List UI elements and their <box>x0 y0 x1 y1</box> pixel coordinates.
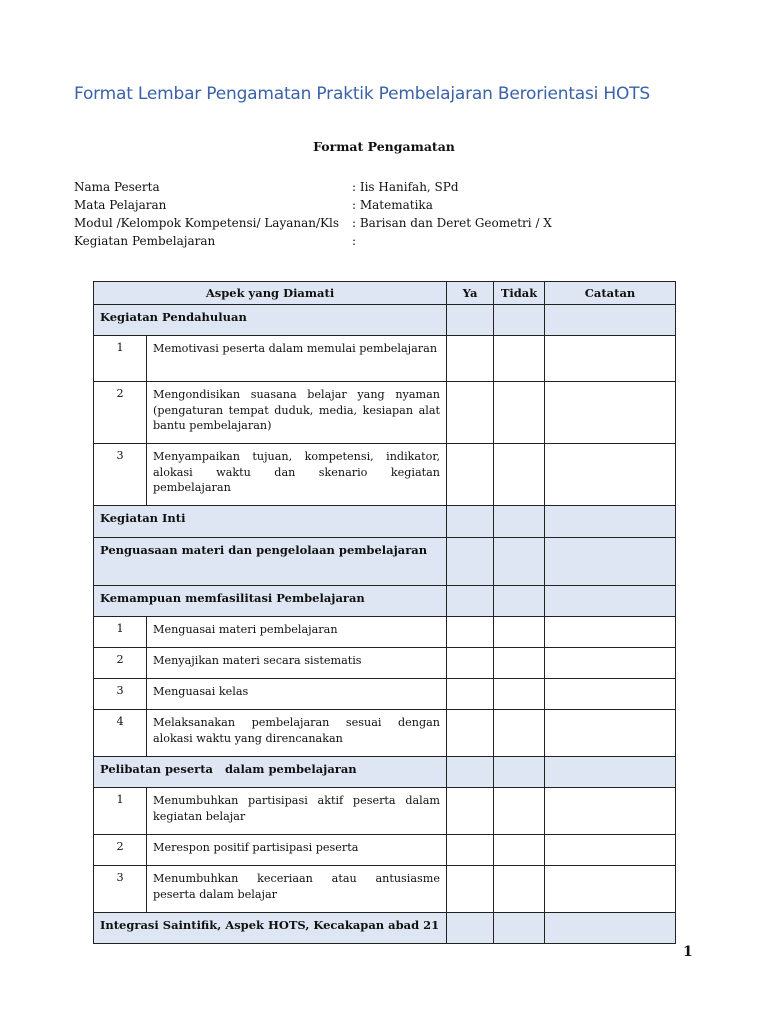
catatan-cell[interactable] <box>545 835 676 866</box>
ya-cell[interactable] <box>447 382 494 444</box>
ya-cell[interactable] <box>447 617 494 648</box>
meta-row-modul <box>74 214 694 232</box>
meta-row-nama-peserta <box>74 178 694 196</box>
ya-cell[interactable] <box>447 913 494 944</box>
tidak-cell[interactable] <box>494 788 545 835</box>
row-description: Melaksanakan pembelajaran sesuai dengan alokasi waktu yang direncanakan <box>147 710 447 757</box>
tidak-cell[interactable] <box>494 913 545 944</box>
header-ya: Ya <box>447 282 494 305</box>
row-description: Mengondisikan suasana belajar yang nyaman (pengaturan tempat duduk, media, kesiapan alat bantu pembelajaran) <box>147 382 447 444</box>
table-row <box>94 710 676 757</box>
meta-value: : Matematika <box>352 198 433 212</box>
document-title: Format Lembar Pengamatan Praktik Pembelajaran Berorientasi HOTS <box>74 84 650 104</box>
table-row <box>94 382 676 444</box>
ya-cell[interactable] <box>447 710 494 757</box>
section-title: Kegiatan Pendahuluan <box>94 305 447 336</box>
header-aspek: Aspek yang Diamati <box>94 282 447 305</box>
meta-label: Modul /Kelompok Kompetensi/ Layanan/Kls <box>74 216 340 230</box>
section-row-pendahuluan <box>94 305 676 336</box>
catatan-cell[interactable] <box>545 648 676 679</box>
table-row <box>94 336 676 382</box>
section-row-penguasaan-materi <box>94 538 676 586</box>
row-number: 2 <box>94 648 147 679</box>
meta-value: : Barisan dan Deret Geometri / X <box>352 216 552 230</box>
meta-label: Nama Peserta <box>74 180 160 194</box>
tidak-cell[interactable] <box>494 617 545 648</box>
tidak-cell[interactable] <box>494 305 545 336</box>
tidak-cell[interactable] <box>494 710 545 757</box>
catatan-cell[interactable] <box>545 336 676 382</box>
section-title: Integrasi Saintifik, Aspek HOTS, Kecakapan abad 21 <box>94 913 447 944</box>
meta-label: Kegiatan Pembelajaran <box>74 234 216 248</box>
catatan-cell[interactable] <box>545 913 676 944</box>
table-row <box>94 648 676 679</box>
row-description: Menumbuhkan keceriaan atau antusiasme peserta dalam belajar <box>147 866 447 913</box>
row-number: 2 <box>94 835 147 866</box>
row-description: Merespon positif partisipasi peserta <box>147 835 447 866</box>
row-number: 1 <box>94 617 147 648</box>
tidak-cell[interactable] <box>494 336 545 382</box>
tidak-cell[interactable] <box>494 757 545 788</box>
section-title: Penguasaan materi dan pengelolaan pembelajaran <box>94 538 447 586</box>
tidak-cell[interactable] <box>494 506 545 538</box>
tidak-cell[interactable] <box>494 382 545 444</box>
row-number: 4 <box>94 710 147 757</box>
ya-cell[interactable] <box>447 538 494 586</box>
table-row <box>94 444 676 506</box>
ya-cell[interactable] <box>447 648 494 679</box>
table-row <box>94 679 676 710</box>
tidak-cell[interactable] <box>494 538 545 586</box>
form-subtitle: Format Pengamatan <box>313 139 455 154</box>
catatan-cell[interactable] <box>545 444 676 506</box>
ya-cell[interactable] <box>447 835 494 866</box>
catatan-cell[interactable] <box>545 679 676 710</box>
tidak-cell[interactable] <box>494 866 545 913</box>
row-number: 3 <box>94 444 147 506</box>
row-number: 1 <box>94 788 147 835</box>
tidak-cell[interactable] <box>494 835 545 866</box>
catatan-cell[interactable] <box>545 382 676 444</box>
section-row-inti <box>94 506 676 538</box>
section-title: Kegiatan Inti <box>94 506 447 538</box>
header-catatan: Catatan <box>545 282 676 305</box>
tidak-cell[interactable] <box>494 679 545 710</box>
observation-table <box>93 281 676 944</box>
page-number: 1 <box>683 944 693 960</box>
section-row-pelibatan <box>94 757 676 788</box>
tidak-cell[interactable] <box>494 586 545 617</box>
ya-cell[interactable] <box>447 336 494 382</box>
meta-label: Mata Pelajaran <box>74 198 167 212</box>
catatan-cell[interactable] <box>545 757 676 788</box>
table-row <box>94 788 676 835</box>
tidak-cell[interactable] <box>494 648 545 679</box>
ya-cell[interactable] <box>447 866 494 913</box>
section-title: Pelibatan peserta dalam pembelajaran <box>94 757 447 788</box>
ya-cell[interactable] <box>447 788 494 835</box>
catatan-cell[interactable] <box>545 538 676 586</box>
row-description: Menyampaikan tujuan, kompetensi, indikator, alokasi waktu dan skenario kegiatan pembelajaran <box>147 444 447 506</box>
row-number: 3 <box>94 679 147 710</box>
section-row-memfasilitasi <box>94 586 676 617</box>
row-description: Menguasai materi pembelajaran <box>147 617 447 648</box>
table-row <box>94 835 676 866</box>
ya-cell[interactable] <box>447 506 494 538</box>
catatan-cell[interactable] <box>545 710 676 757</box>
row-number: 2 <box>94 382 147 444</box>
catatan-cell[interactable] <box>545 788 676 835</box>
row-description: Memotivasi peserta dalam memulai pembelajaran <box>147 336 447 382</box>
tidak-cell[interactable] <box>494 444 545 506</box>
catatan-cell[interactable] <box>545 866 676 913</box>
meta-value: : <box>352 234 357 248</box>
catatan-cell[interactable] <box>545 305 676 336</box>
row-number: 3 <box>94 866 147 913</box>
row-number: 1 <box>94 336 147 382</box>
ya-cell[interactable] <box>447 444 494 506</box>
ya-cell[interactable] <box>447 586 494 617</box>
section-row-integrasi <box>94 913 676 944</box>
table-row <box>94 617 676 648</box>
meta-value: : Iis Hanifah, SPd <box>352 180 459 194</box>
section-title: Kemampuan memfasilitasi Pembelajaran <box>94 586 447 617</box>
ya-cell[interactable] <box>447 305 494 336</box>
catatan-cell[interactable] <box>545 586 676 617</box>
table-header-row <box>94 282 676 305</box>
row-description: Menumbuhkan partisipasi aktif peserta dalam kegiatan belajar <box>147 788 447 835</box>
meta-row-kegiatan-pembelajaran <box>74 232 694 250</box>
ya-cell[interactable] <box>447 679 494 710</box>
catatan-cell[interactable] <box>545 506 676 538</box>
row-description: Menguasai kelas <box>147 679 447 710</box>
row-description: Menyajikan materi secara sistematis <box>147 648 447 679</box>
header-tidak: Tidak <box>494 282 545 305</box>
catatan-cell[interactable] <box>545 617 676 648</box>
meta-row-mata-pelajaran <box>74 196 694 214</box>
table-row <box>94 866 676 913</box>
ya-cell[interactable] <box>447 757 494 788</box>
